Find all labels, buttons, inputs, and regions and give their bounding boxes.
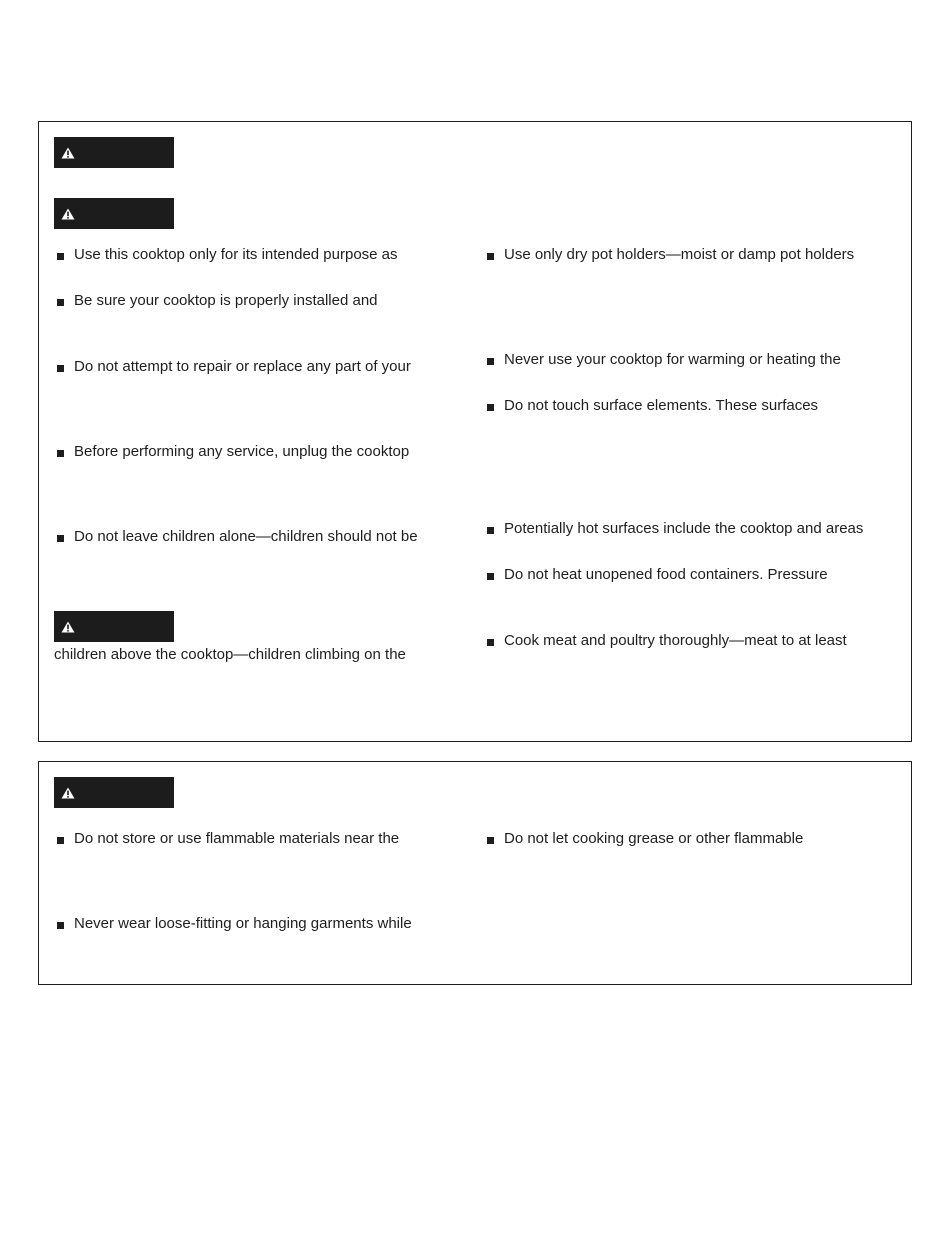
safety-instructions-box (38, 121, 912, 742)
square-bullet-icon (487, 573, 494, 580)
square-bullet-icon (487, 404, 494, 411)
list-item: Do not heat unopened food containers. Pressure (504, 566, 828, 583)
list-item: Do not leave children alone—children should not be (74, 528, 418, 545)
warning-triangle-icon (61, 787, 75, 799)
list-item: Never use your cooktop for warming or heating the (504, 351, 841, 368)
list-item: Do not store or use flammable materials near the (74, 830, 400, 847)
list-item: Potentially hot surfaces include the cooktop and areas (504, 520, 864, 537)
warning-tag (54, 137, 174, 168)
warning-tag (54, 198, 174, 229)
square-bullet-icon (57, 365, 64, 372)
square-bullet-icon (57, 299, 64, 306)
list-item: Do not let cooking grease or other flammable (504, 830, 804, 847)
warning-tag (54, 777, 174, 808)
square-bullet-icon (57, 535, 64, 542)
warning-tag (54, 611, 174, 642)
list-item: Be sure your cooktop is properly installed and (74, 292, 378, 309)
list-item: Cook meat and poultry thoroughly—meat to at least (504, 632, 847, 649)
square-bullet-icon (487, 527, 494, 534)
list-item: Do not touch surface elements. These surfaces (504, 397, 819, 414)
square-bullet-icon (57, 450, 64, 457)
square-bullet-icon (487, 253, 494, 260)
list-item: Use only dry pot holders—moist or damp pot holders (504, 246, 855, 263)
square-bullet-icon (487, 837, 494, 844)
square-bullet-icon (57, 253, 64, 260)
warning-triangle-icon (61, 147, 75, 159)
square-bullet-icon (57, 922, 64, 929)
paragraph-text: children above the cooktop—children climbing on the (54, 646, 406, 663)
warning-triangle-icon (61, 208, 75, 220)
list-item: Before performing any service, unplug the cooktop (74, 443, 410, 460)
list-item: Do not attempt to repair or replace any part of your (74, 358, 411, 375)
fire-safety-box (38, 761, 912, 985)
square-bullet-icon (57, 837, 64, 844)
square-bullet-icon (487, 358, 494, 365)
square-bullet-icon (487, 639, 494, 646)
warning-triangle-icon (61, 621, 75, 633)
list-item: Use this cooktop only for its intended purpose as (74, 246, 398, 263)
list-item: Never wear loose-fitting or hanging garments while (74, 915, 412, 932)
